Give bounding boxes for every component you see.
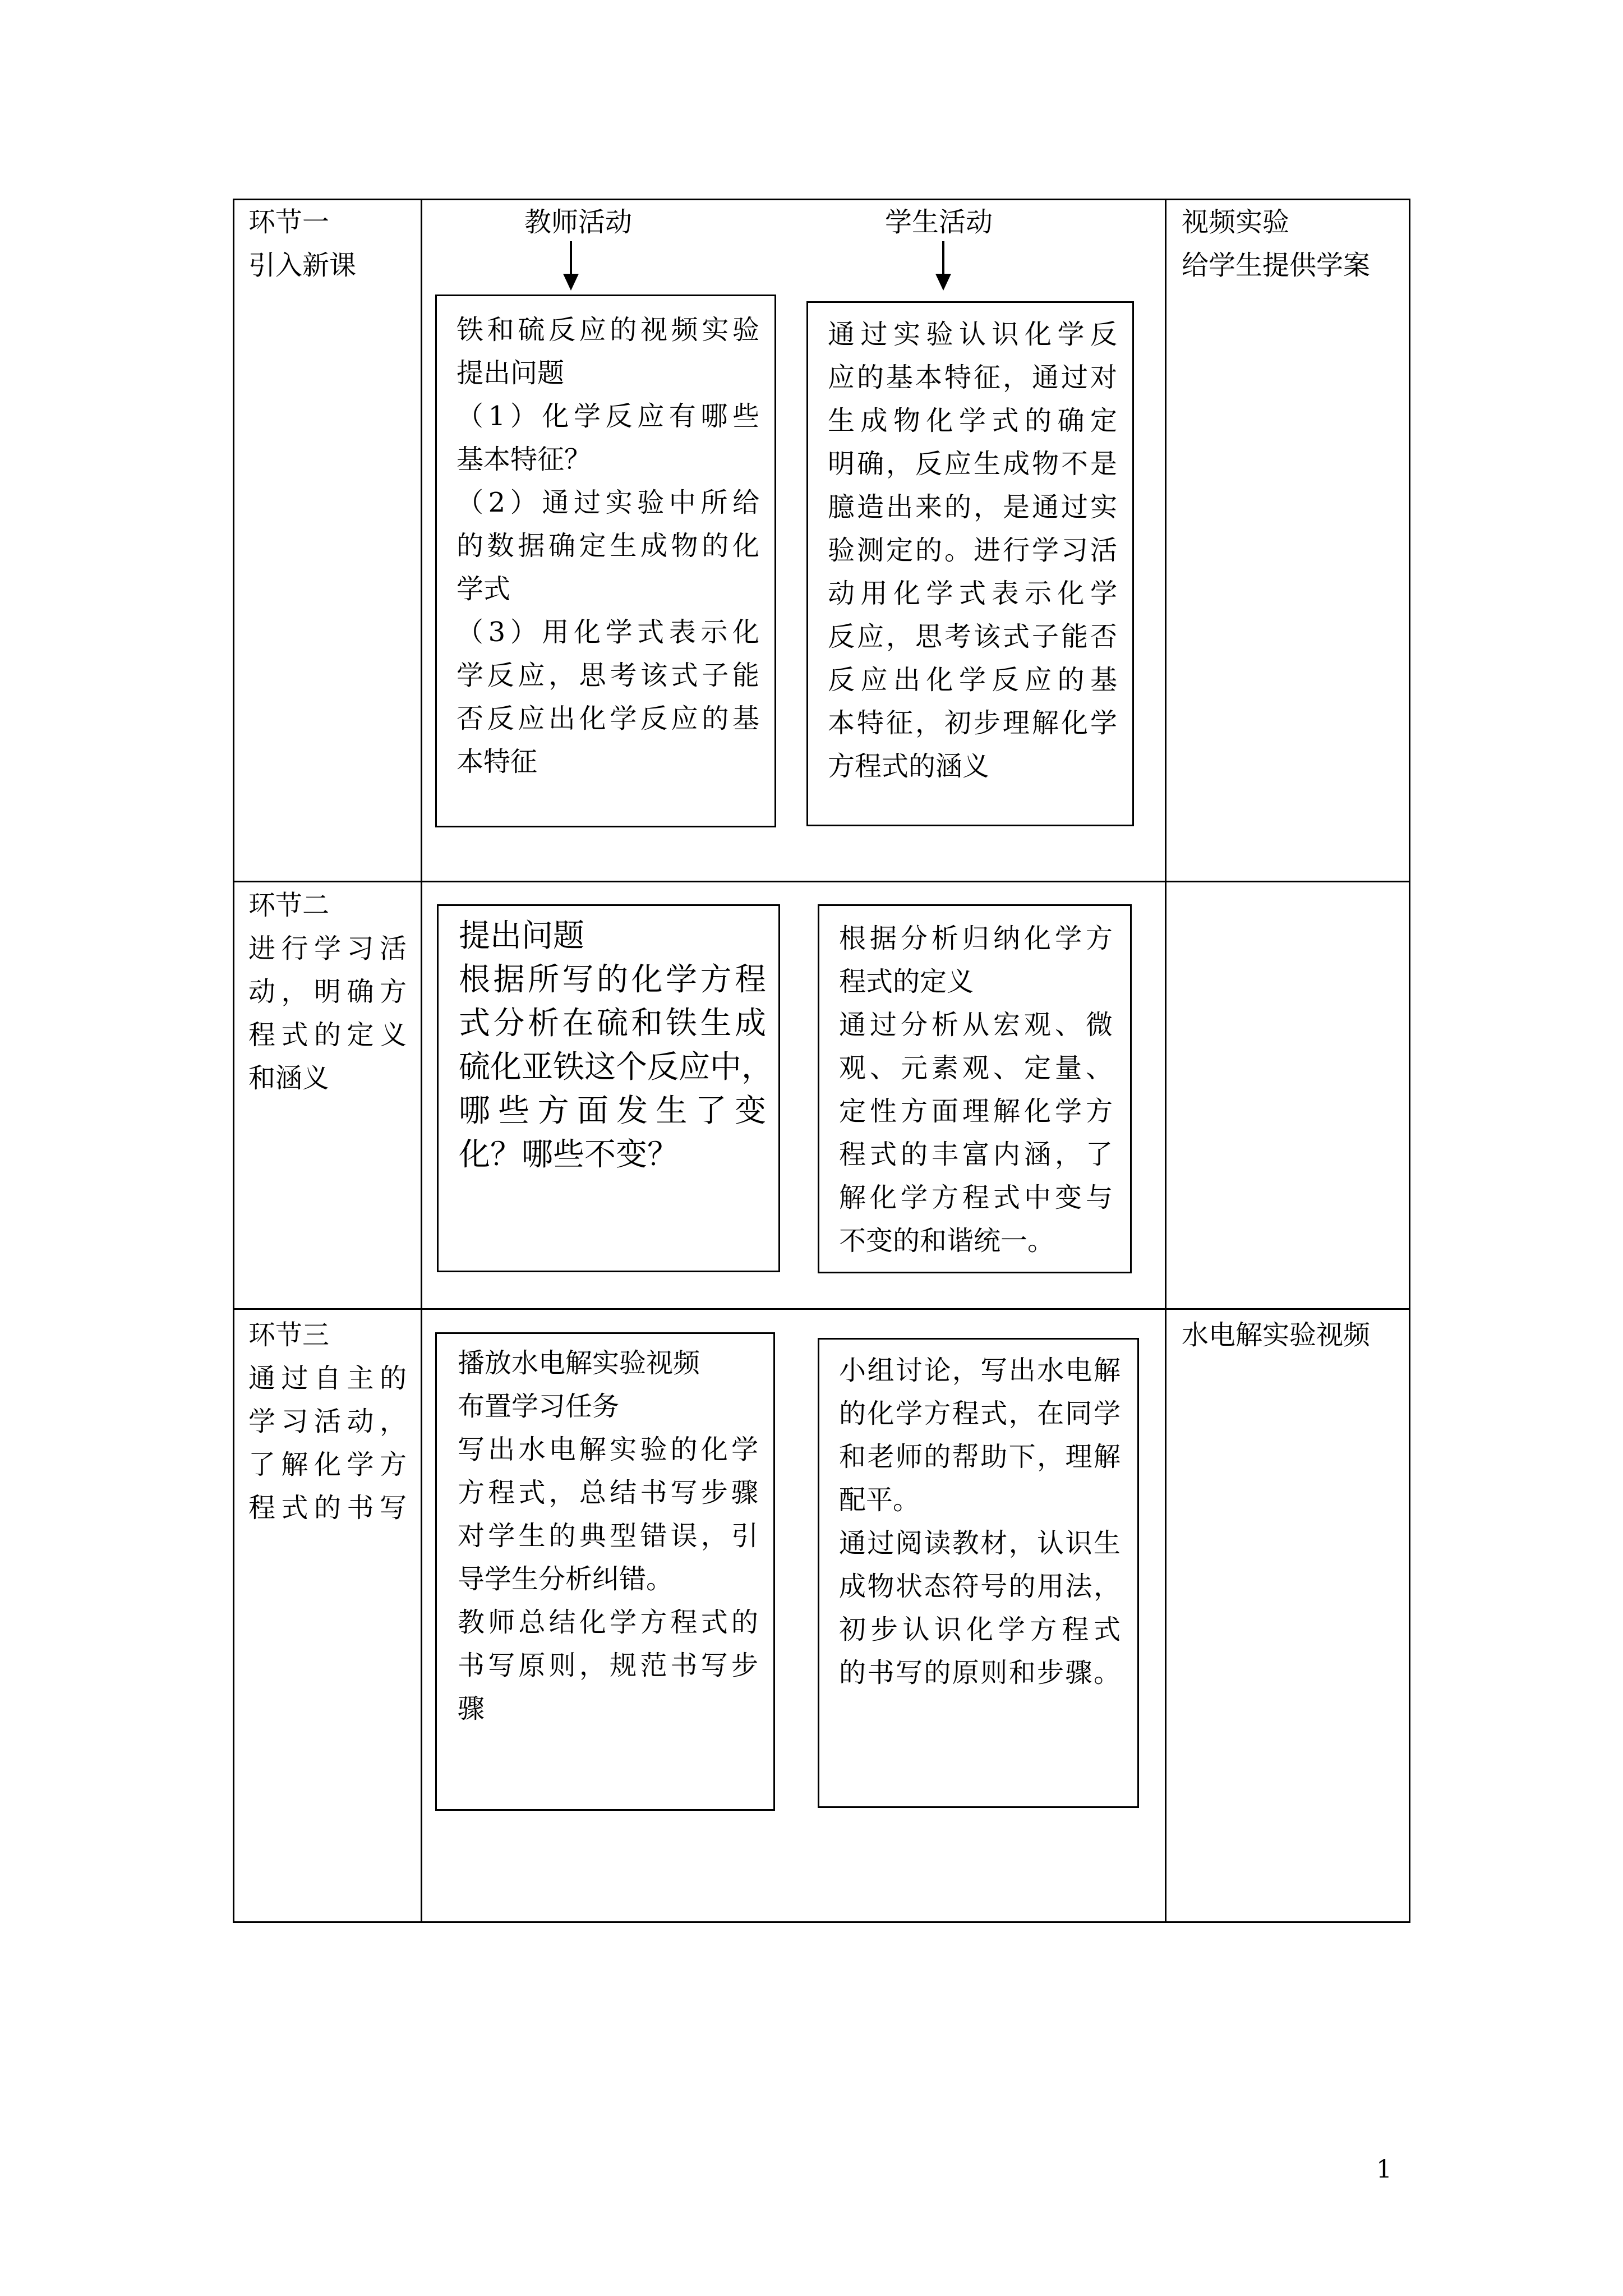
stage-2-teacher-text: 提出问题 根据所写的化学方程 式分析在硫和铁生成 硫化亚铁这个反应中， 哪些方面发生了变 化？哪些不变？: [459, 918, 773, 1173]
table-border-top: [233, 199, 1410, 200]
stage-3-resources: 水电解实验视频: [1182, 1319, 1371, 1351]
column-divider-2: [1165, 199, 1166, 1923]
column-divider-1: [421, 199, 422, 1923]
teacher-arrow-icon: [563, 274, 579, 291]
stage-1-teacher-text: 铁和硫反应的视频实验 提出问题 （1）化学反应有哪些 基本特征？ （2）通过实验中所给 的数据确定生成物的化 学式 （3）用化学式表示化 学反应，思考该式子能 否反应出化学反应的基 本特征: [457, 314, 759, 777]
student-arrow-icon: [935, 274, 951, 291]
stage-1-student-text: 通过实验认识化学反 应的基本特征，通过对 生成物化学式的确定 明确，反应生成物不是 臆造出来的，是通过实 验测定的。进行学习活 动用化学式表示化学 反应，思考该式子能否 反应出化学反应的基 本特征，初步理解化学 方程式的涵义: [828, 319, 1117, 782]
row-divider-2: [233, 1308, 1410, 1310]
stage-1-resources: 视频实验 给学生提供学案: [1182, 206, 1371, 281]
table-border-right: [1409, 199, 1410, 1923]
table-border-left: [233, 199, 234, 1923]
teacher-arrow-shaft: [570, 241, 572, 275]
stage-3-student-text: 小组讨论，写出水电解 的化学方程式，在同学 和老师的帮助下，理解 配平。 通过阅读教材，认识生 成物状态符号的用法， 初步认识化学方程式 的书写的原则和步骤。: [839, 1355, 1121, 1688]
student-arrow-shaft: [942, 241, 944, 275]
stage-2-label: 环节二 进行学习活 动，明确方 程式的定义 和涵义: [248, 890, 407, 1094]
stage-3-teacher-text: 播放水电解实验视频 布置学习任务 写出水电解实验的化学 方程式，总结书写步骤 对学生的典型错误，引 导学生分析纠错。 教师总结化学方程式的 书写原则，规范书写步 骤: [458, 1347, 758, 1724]
stage-3-label: 环节三 通过自主的 学习活动， 了解化学方 程式的书写: [248, 1319, 407, 1524]
stage-1-label: 环节一 引入新课: [248, 206, 357, 281]
stage-2-student-text: 根据分析归纳化学方 程式的定义 通过分析从宏观、微 观、元素观、定量、 定性方面理解化学方 程式的丰富内涵，了 解化学方程式中变与 不变的和谐统一。: [839, 923, 1113, 1257]
page-number: 1: [1376, 2155, 1392, 2184]
teacher-activity-heading: 教师活动: [524, 206, 633, 238]
student-activity-heading: 学生活动: [885, 206, 993, 238]
table-border-bottom: [233, 1921, 1410, 1923]
row-divider-1: [233, 881, 1410, 882]
